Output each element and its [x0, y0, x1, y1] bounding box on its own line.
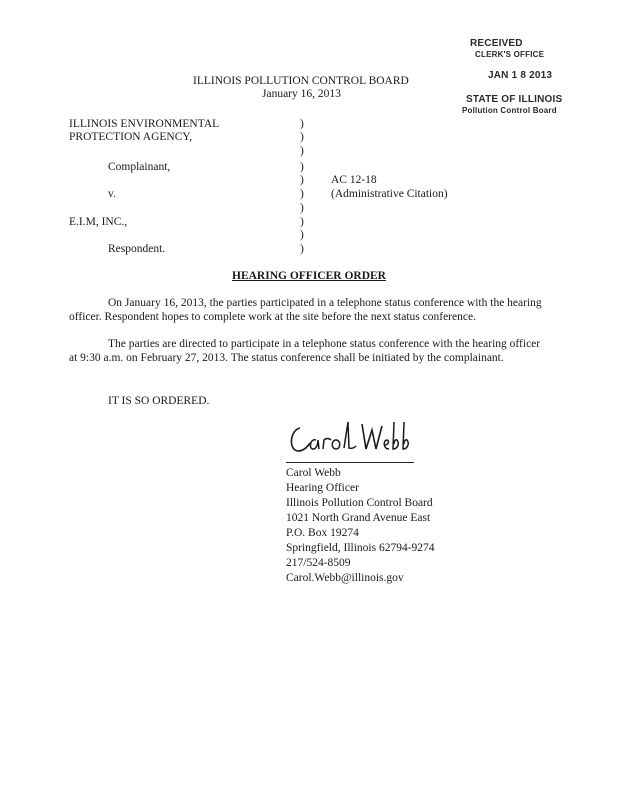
versus: v.	[108, 188, 116, 200]
respondent-role: Respondent.	[108, 243, 166, 255]
stamp-board: Pollution Control Board	[462, 106, 557, 115]
complainant-name-line2: PROTECTION AGENCY,	[69, 131, 193, 143]
order-paragraph-1: On January 16, 2013, the parties participated in a telephone status conference with the hearing officer. Respondent hopes to complete work at the site before the next status conference.	[69, 297, 542, 324]
signer-name: Carol Webb	[286, 467, 341, 479]
signature-line	[286, 462, 414, 463]
caption-paren: )	[300, 188, 304, 200]
signer-agency: Illinois Pollution Control Board	[286, 497, 433, 509]
signature-image	[286, 418, 426, 460]
board-heading: ILLINOIS POLLUTION CONTROL BOARD	[193, 75, 409, 87]
stamp-clerks-office: CLERK'S OFFICE	[475, 50, 545, 59]
signer-po-box: P.O. Box 19274	[286, 527, 359, 539]
caption-paren: )	[300, 161, 304, 173]
signer-city-state-zip: Springfield, Illinois 62794-9274	[286, 542, 435, 554]
caption-paren: )	[300, 243, 304, 255]
caption-paren: )	[300, 202, 304, 214]
case-number: AC 12-18	[331, 174, 377, 186]
complainant-role: Complainant,	[108, 161, 171, 173]
stamp-state: STATE OF ILLINOIS	[466, 94, 563, 105]
caption-paren: )	[300, 174, 304, 186]
caption-paren: )	[300, 216, 304, 228]
signer-street-address: 1021 North Grand Avenue East	[286, 512, 431, 524]
stamp-date: JAN 1 8 2013	[488, 70, 553, 81]
signer-title: Hearing Officer	[286, 482, 359, 494]
complainant-name-line1: ILLINOIS ENVIRONMENTAL	[69, 118, 220, 130]
stamp-received: RECEIVED	[470, 38, 523, 49]
signer-email: Carol.Webb@illinois.gov	[286, 572, 404, 584]
respondent-name: E.I.M, INC.,	[69, 216, 128, 228]
signer-phone: 217/524-8509	[286, 557, 351, 569]
caption-paren: )	[300, 118, 304, 130]
case-type: (Administrative Citation)	[331, 188, 448, 200]
caption-paren: )	[300, 131, 304, 143]
order-paragraph-2: The parties are directed to participate in a telephone status conference with the hearing officer at 9:30 a.m. on February 27, 2013. The status conference shall be initiated by the complainant.	[69, 338, 541, 365]
order-date: January 16, 2013	[262, 88, 341, 100]
caption-paren: )	[300, 145, 304, 157]
order-closing: IT IS SO ORDERED.	[108, 395, 210, 407]
order-title: HEARING OFFICER ORDER	[232, 270, 386, 282]
caption-paren: )	[300, 229, 304, 241]
